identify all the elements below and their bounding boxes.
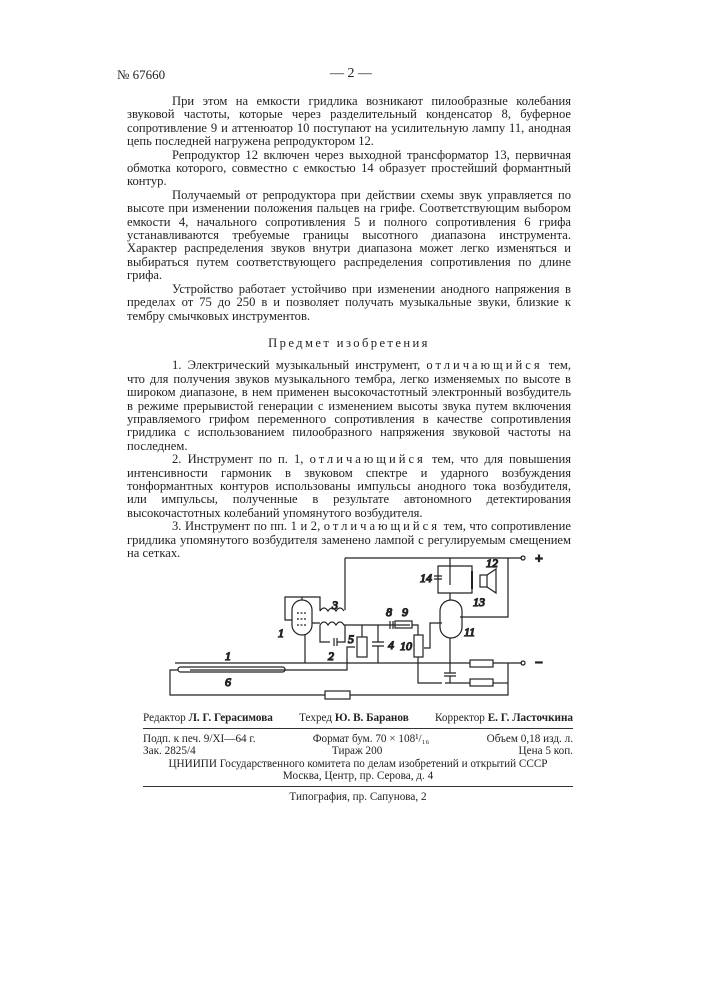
address: Москва, Центр, пр. Серова, д. 4 — [143, 770, 573, 783]
resistor-5 — [357, 637, 367, 657]
label-12: 12 — [486, 556, 498, 570]
claim-prefix: 3. Инструмент по пп. 1 и 2, — [172, 519, 324, 533]
divider — [143, 728, 573, 729]
paper-format: Формат бум. 70 × 108¹/₁₆ — [313, 733, 430, 746]
label-4: 4 — [388, 638, 394, 652]
print-row-2 — [143, 745, 573, 758]
claim-spaced: отличающийся — [310, 452, 426, 466]
claim-text: тем, что сопротивление гридлика упомянутого возбудителя заменено лампой с регулируемым смещением на сетках. — [127, 519, 571, 560]
label-8: 8 — [386, 605, 392, 619]
label-14: 14 — [420, 571, 432, 585]
label-11: 11 — [464, 625, 475, 639]
claims-heading: Предмет изобретения — [127, 337, 571, 350]
circuit-diagram — [150, 545, 550, 710]
plus-terminal-label: + — [535, 552, 543, 567]
page-number: — 2 — — [330, 66, 372, 82]
label-3: 3 — [331, 598, 338, 612]
corrector — [435, 712, 573, 725]
print-row-1 — [143, 733, 573, 746]
minus-terminal-label: − — [535, 656, 543, 671]
paragraph: Устройство работает устойчиво при изменении анодного напряжения в пределах от 75 до 250 в и позволяет получать музыкальные звуки, близкие к тембру смычковых инструментов. — [127, 283, 571, 323]
paragraph: Репродуктор 12 включен через выходной трансформатор 13, первичная обмотка которого, совместно с емкостью 14 образует простейший формантный контур. — [127, 149, 571, 189]
staff-row — [143, 712, 573, 725]
signed-date: Подп. к печ. 9/XI—64 г. — [143, 733, 256, 746]
printer: Типография, пр. Сапунова, 2 — [143, 791, 573, 804]
label-5: 5 — [348, 632, 354, 646]
attenuator-10 — [414, 635, 423, 657]
tube-11 — [440, 600, 462, 638]
corrector-label: Корректор — [435, 712, 485, 724]
claim-spaced: отличающийся — [324, 519, 440, 533]
label-9: 9 — [402, 605, 408, 619]
techred — [299, 712, 409, 725]
label-2: 2 — [328, 649, 334, 663]
coil-2 — [320, 622, 410, 625]
editor-name: Л. Г. Герасимова — [189, 712, 273, 724]
paragraph: При этом на емкости гридлика возникают пилообразные колебания звуковой частоты, которые через разделительный конденсатор 8, буферное сопротивление 9 и аттенюатор 10 поступают на усилительную лампу 11, анодная цепь последней нагружена репродуктором 12. — [127, 95, 571, 149]
document-body — [127, 95, 571, 560]
claim-1 — [127, 359, 571, 453]
claim-prefix: 1. Электрический музыкальный инструмент, — [172, 358, 426, 372]
corrector-name: Е. Г. Ласточкина — [488, 712, 573, 724]
speaker-12 — [480, 575, 487, 587]
order-number: Зак. 2825/4 — [143, 745, 196, 758]
tube-1 — [292, 600, 312, 635]
imprint — [143, 712, 573, 804]
label-6: 6 — [225, 675, 231, 689]
claim-text: тем, что для повышения интенсивности гармоник в звуковом спектре и ударного возбуждения тонформантных контуров использованы импульсы анодного тока возбудителя, или импульсы, полученные в результате автономного детектирования высокочастотных колебаний упомянутого возбудителя. — [127, 452, 571, 520]
circulation: Тираж 200 — [332, 745, 382, 758]
claim-prefix: 2. Инструмент по п. 1, — [172, 452, 310, 466]
techred-name: Ю. В. Баранов — [335, 712, 409, 724]
label-10: 10 — [400, 639, 412, 653]
claim-spaced: отличающийся — [426, 358, 542, 372]
editor-label: Редактор — [143, 712, 186, 724]
label-13: 13 — [473, 595, 485, 609]
editor — [143, 712, 273, 725]
patent-number: № 67660 — [117, 67, 165, 83]
divider — [143, 786, 573, 787]
price: Цена 5 коп. — [519, 745, 573, 758]
paragraph: Получаемый от репродуктора при действии схемы звук управляется по высоте при изменении положения пальцев на грифе. Соответствующим выбором емкости 4, начального сопротивления 5 и полного сопротивления 6 грифа устанавливаются требуемые границы высотного диапазона инструмента. Характер распределения звуков внутри диапазона может легко изменяться и выбираться путем соответствующего распределения сопротивления по длине грифа. — [127, 189, 571, 283]
claim-text: тем, что для получения звуков музыкального тембра, легко изменяемых по высоте в широком диапазоне, в нем применен высокочастотный электронный возбудитель в режиме прерывистой генерации с изменением высоты звука путем включения управляемого грифом переменного сопротивления в качестве сопротивления гридлика с использованием пилообразного напряжения звуковой частоты на последнем. — [127, 358, 571, 452]
volume: Объем 0,18 изд. л. — [487, 733, 573, 746]
claim-2 — [127, 453, 571, 520]
institute: ЦНИИПИ Государственного комитета по делам изобретений и открытий СССР — [143, 758, 573, 771]
techred-label: Техред — [299, 712, 332, 724]
label-1: 1 — [278, 626, 284, 640]
label-1-fret: 1 — [225, 649, 231, 663]
